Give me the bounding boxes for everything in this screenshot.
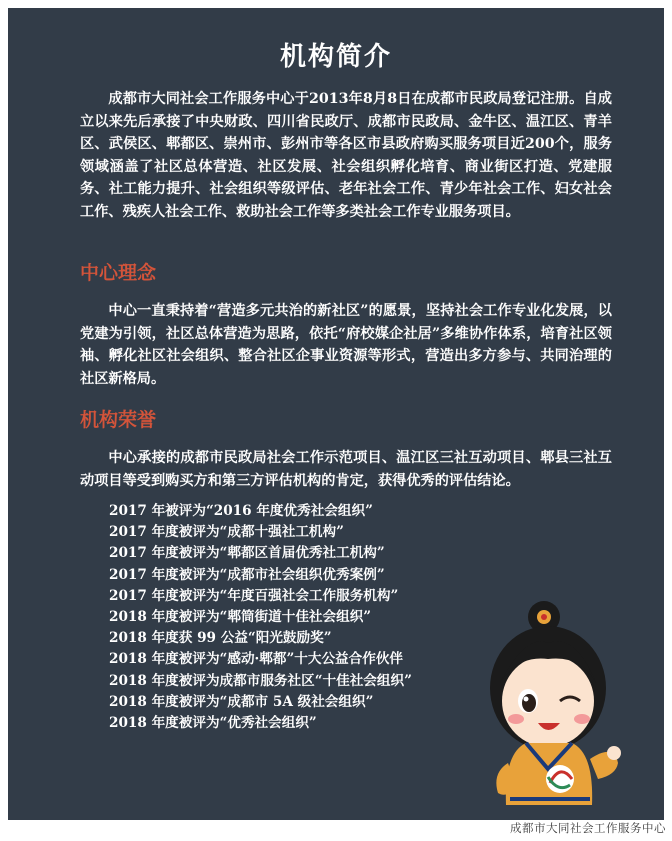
concept-heading: 中心理念	[80, 262, 157, 284]
honor-item: 2017 年被评为“2016 年度优秀社会组织”	[109, 503, 373, 519]
honor-item: 2018 年度被评为“郫筒街道十佳社会组织”	[109, 609, 372, 626]
honor-item: 2017 年度被评为“成都市社会组织优秀案例”	[109, 566, 385, 583]
honor-item: 2018 年度被评为成都市服务社区“十佳社会组织”	[109, 672, 412, 689]
honor-item: 2017 年度被评为“年度百强社会工作服务机构”	[109, 587, 399, 604]
honor-list	[109, 501, 412, 734]
honor-paragraph: 中心承接的成都市民政局社会工作示范项目、温江区三社互动项目、郫县三社互动项目等受到购买方和第三方评估机构的肯定，获得优秀的评估结论。	[80, 450, 612, 489]
intro-paragraph: 成都市大同社会工作服务中心于2013年8月8日在成都市民政局登记注册。自成立以来先后承接了中央财政、四川省民政厅、成都市民政局、金牛区、温江区、青羊区、武侯区、郫都区、崇州市、彭州市等各区市县政府购买服务项目近200个，服务领域涵盖了社区总体营造、社区发展、社会组织孵化培育、商业街区打造、党建服务、社工能力提升、社会组织等级评估、老年社会工作、青少年社会工作、妇女社会工作、残疾人社会工作、救助社会工作等多类社会工作专业服务项目。	[80, 91, 612, 220]
page-title: 机构简介	[279, 42, 392, 72]
honor-item: 2017 年度被评为“郫都区首届优秀社工机构”	[109, 545, 385, 562]
honor-item: 2018 年度获 99 公益“阳光鼓励奖”	[109, 630, 332, 647]
honor-item: 2018 年度被评为“感动·郫都”十大公益合作伙伴	[109, 651, 404, 668]
honor-item: 2018 年度被评为“优秀社会组织”	[109, 715, 317, 732]
honor-item: 2018 年度被评为“成都市 5A 级社会组织”	[109, 693, 374, 710]
cartoon-mascot-icon	[486, 593, 626, 808]
intro-panel	[8, 8, 664, 820]
honor-item: 2017 年度被评为“成都十强社工机构”	[109, 524, 344, 541]
honor-heading: 机构荣誉	[80, 409, 157, 431]
concept-paragraph: 中心一直秉持着“营造多元共治的新社区”的愿景，坚持社会工作专业化发展，以党建为引领，社区总体营造为思路，依托“府校媒企社居”多维协作体系，培育社区领袖、孵化社区社会组织、整合社区企事业资源等形式，营造出多方参与、共同治理的社区新格局。	[80, 303, 612, 387]
footer-org-name: 成都市大同社会工作服务中心	[510, 821, 666, 835]
